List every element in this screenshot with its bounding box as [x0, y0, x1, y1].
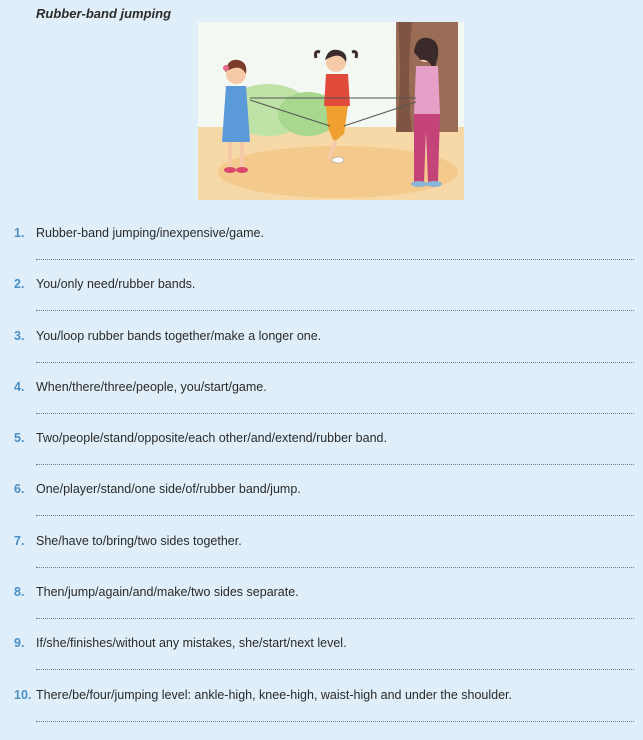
- item-number: 7.: [14, 533, 25, 548]
- item-number: 8.: [14, 585, 25, 600]
- item-prompt: You/loop rubber bands together/make a longer one.: [36, 328, 322, 343]
- answer-line[interactable]: [36, 515, 634, 516]
- answer-line[interactable]: [36, 464, 634, 465]
- answer-line[interactable]: [36, 567, 634, 568]
- item-number: 6.: [14, 482, 25, 497]
- list-item: [14, 431, 636, 482]
- list-item: [14, 585, 636, 636]
- item-prompt: There/be/four/jumping level: ankle-high, knee-high, waist-high and under the shoulder.: [36, 687, 512, 702]
- list-item: [14, 636, 636, 687]
- answer-line[interactable]: [36, 362, 634, 363]
- answer-line[interactable]: [36, 413, 634, 414]
- item-number: 10.: [14, 687, 32, 702]
- item-prompt: You/only need/rubber bands.: [36, 277, 196, 292]
- list-item: [14, 380, 636, 431]
- item-prompt: Two/people/stand/opposite/each other/and/extend/rubber band.: [36, 431, 387, 446]
- list-item: [14, 534, 636, 585]
- list-item: [14, 329, 636, 380]
- item-number: 2.: [14, 277, 25, 292]
- answer-line[interactable]: [36, 310, 634, 311]
- answer-line[interactable]: [36, 618, 634, 619]
- item-number: 4.: [14, 379, 25, 394]
- answer-line[interactable]: [36, 669, 634, 670]
- exercise-list: [14, 226, 636, 739]
- item-number: 3.: [14, 328, 25, 343]
- item-prompt: Then/jump/again/and/make/two sides separate.: [36, 585, 299, 600]
- list-item: [14, 482, 636, 533]
- answer-line[interactable]: [36, 259, 634, 260]
- item-number: 5.: [14, 431, 25, 446]
- answer-line[interactable]: [36, 721, 634, 722]
- exercise-title: Rubber-band jumping: [36, 6, 172, 21]
- rubber-band-jumping-illustration: [198, 22, 464, 200]
- item-prompt: She/have to/bring/two sides together.: [36, 533, 242, 548]
- item-number: 1.: [14, 226, 25, 240]
- list-item: [14, 277, 636, 328]
- item-number: 9.: [14, 636, 25, 651]
- list-item: [14, 226, 636, 277]
- item-prompt: If/she/finishes/without any mistakes, she/start/next level.: [36, 636, 347, 651]
- item-prompt: When/there/three/people, you/start/game.: [36, 379, 267, 394]
- item-prompt: One/player/stand/one side/of/rubber band/jump.: [36, 482, 301, 497]
- item-prompt: Rubber-band jumping/inexpensive/game.: [36, 226, 264, 240]
- list-item: [14, 688, 636, 739]
